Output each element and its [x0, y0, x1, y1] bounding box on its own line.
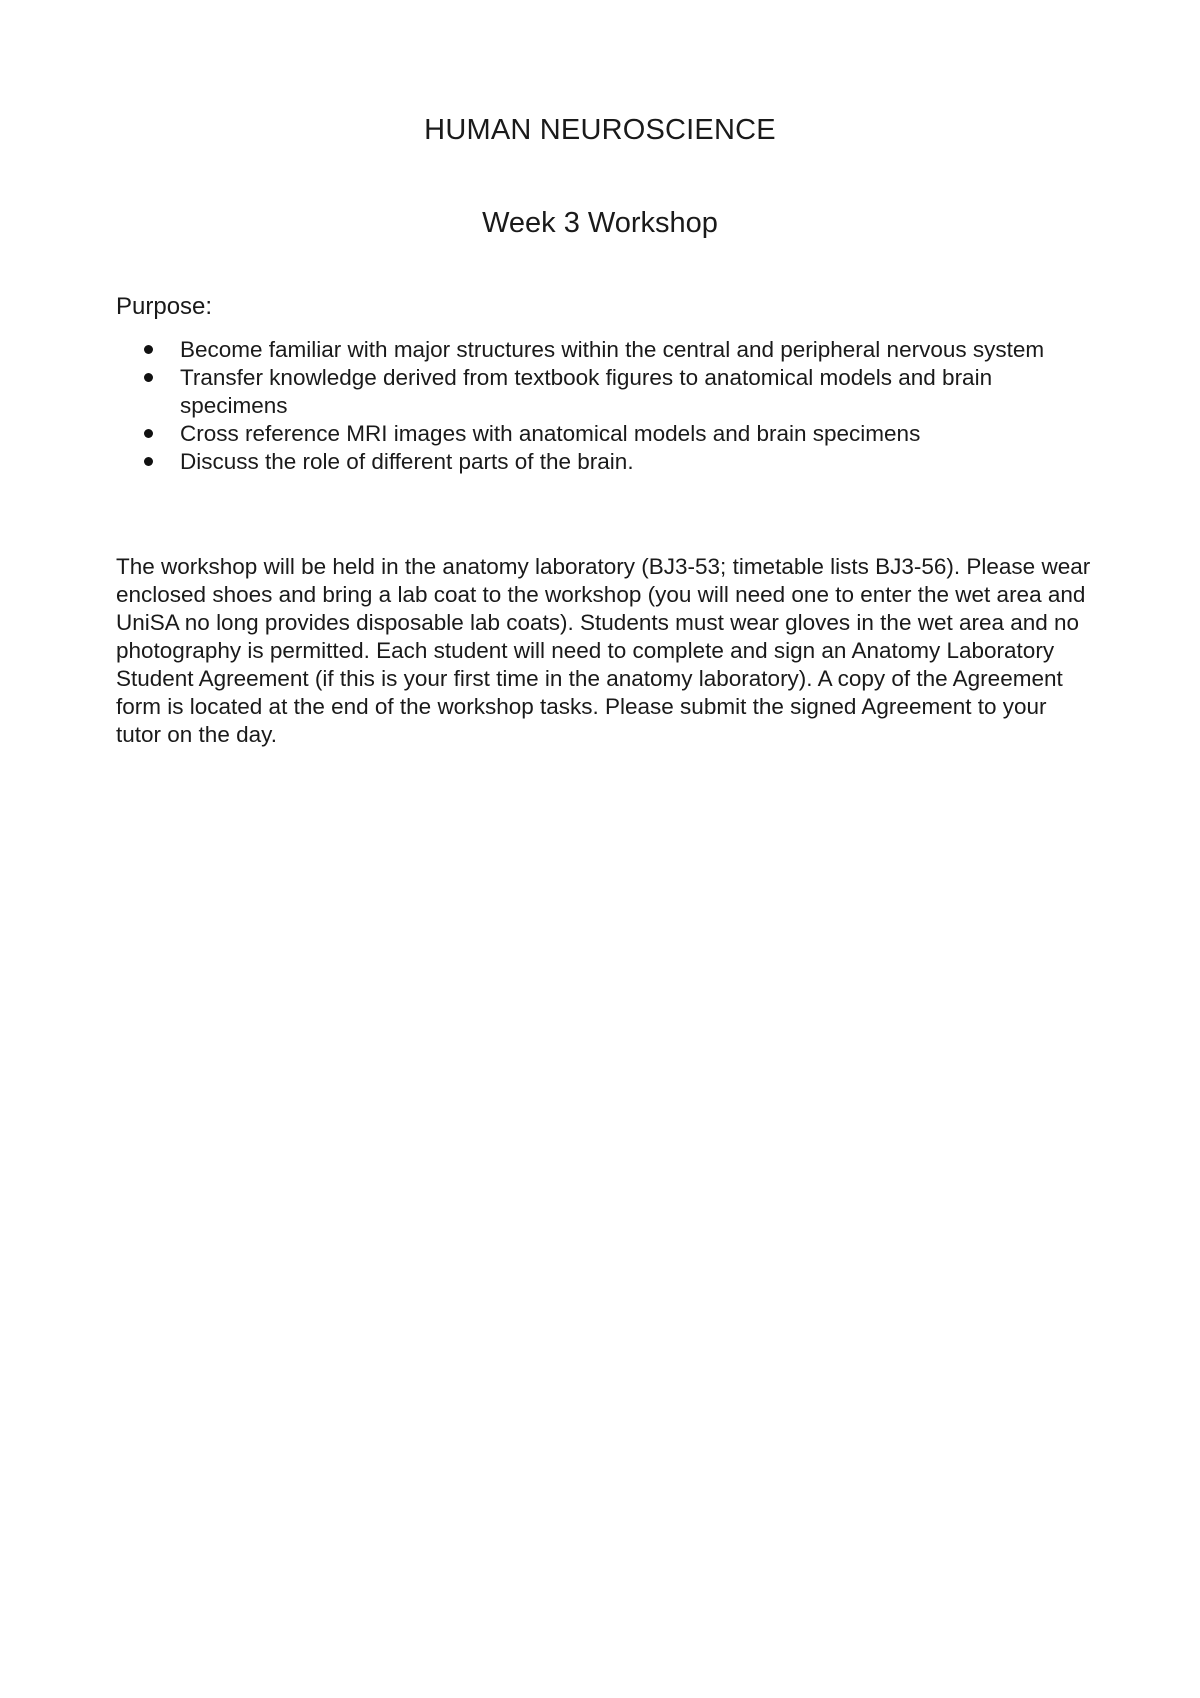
bullet-icon [144, 457, 153, 466]
document-title: HUMAN NEUROSCIENCE [424, 114, 776, 146]
list-item-text: Become familiar with major structures within the central and peripheral nervous system [180, 337, 1045, 362]
bullet-icon [144, 345, 153, 354]
bullet-icon [144, 373, 153, 382]
purpose-list [116, 336, 1076, 476]
list-item [116, 336, 1076, 364]
list-item-text: Discuss the role of different parts of the brain. [180, 449, 634, 474]
bullet-icon [144, 429, 153, 438]
list-item-text: Cross reference MRI images with anatomical models and brain specimens [180, 421, 921, 446]
list-item [116, 364, 1076, 420]
document-subtitle: Week 3 Workshop [482, 207, 718, 239]
purpose-heading: Purpose: [116, 293, 213, 320]
list-item [116, 448, 1076, 476]
list-item [116, 420, 1076, 448]
workshop-instructions-paragraph: The workshop will be held in the anatomy laboratory (BJ3-53; timetable lists BJ3-56). Please wear enclosed shoes and bring a lab coat to the workshop (you will need one to enter the wet area and UniSA no long provides disposable lab coats). Students must wear gloves in the wet area and no photography is permitted. Each student will need to complete and sign an Anatomy Laboratory Student Agreement (if this is your first time in the anatomy laboratory). A copy of the Agreement form is located at the end of the workshop tasks. Please submit the signed Agreement to your tutor on the day. [116, 554, 1091, 747]
list-item-text: Transfer knowledge derived from textbook figures to anatomical models and brain specimens [180, 365, 993, 418]
